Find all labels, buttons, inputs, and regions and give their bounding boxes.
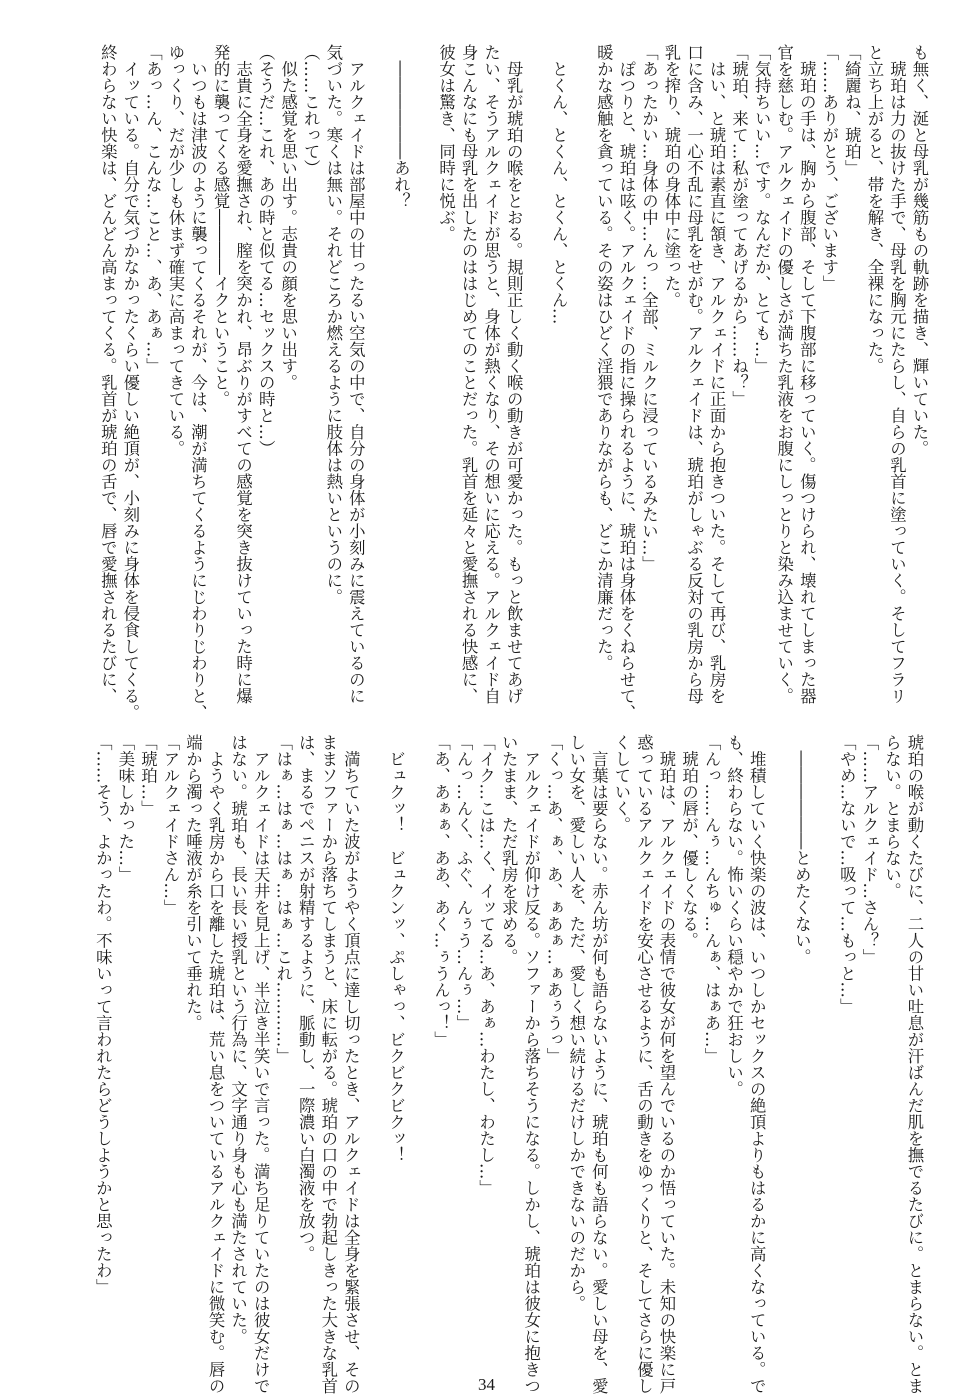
blank-line — [366, 44, 389, 674]
text-line: と立ち上がると、帯を解き、全裸になった。 — [864, 44, 884, 374]
text-line: 琥珀は力の抜けた手で、母乳を胸元にたらし、自らの乳首に塗っていく。そしてフラリ — [887, 44, 907, 704]
text-line: ゆっくり、だが少しも休まず確実に高まってきている。 — [165, 44, 185, 457]
text-line: 「美味しかった…」 — [115, 734, 135, 883]
text-line: はい、と琥珀は素直に頷き、アルクェイドに正面から抱きついた。そして再び、乳房を — [707, 44, 727, 704]
page-number: 34 — [478, 1375, 495, 1394]
blank-line — [767, 734, 790, 1364]
text-line: らない。とまらない。 — [882, 734, 902, 899]
text-line: 「イク…こは…く、イッてる…あ、あぁ…わたし、わたし…」 — [476, 734, 496, 1196]
text-line: 惑っているアルクェイドを安心させるように、舌の動きをゆっくりと、そしてさらに優し — [634, 734, 654, 1394]
text-line: も無く、涎と母乳が幾筋もの軌跡を描き、輝いていた。 — [910, 44, 929, 457]
text-line: 琥珀は、アルクェイドの表情で彼女が何を望んでいるのか悟っていた。未知の快楽に戸 — [656, 734, 676, 1394]
blank-line — [411, 44, 434, 674]
text-line: 「アルクェイドさん…」 — [160, 734, 180, 916]
text-line: ままソファーから落ちてしまうと、床に転がる。琥珀の口の中で勃起しきった大きな乳首 — [318, 734, 338, 1394]
text-line: 官を慈しむ。アルクェイドの優しさが満ちた乳液をお腹にしっとりと染み込ませていく。 — [774, 44, 794, 704]
text-line: 身こんなにも母乳を出したのははじめてのことだった。乳首を延々と愛撫される快感に、 — [459, 44, 479, 704]
text-line: 彼女は驚き、同時に悦ぶ。 — [436, 44, 456, 242]
text-line: アルクェイドは天井を見上げ、半泣き半笑いで言った。満ち足りていたのは彼女だけで — [251, 734, 271, 1394]
text-line: 満ちていた波がようやく頂点に達し切ったとき、アルクェイドは全身を緊張させ、その — [341, 734, 361, 1394]
text-line: 「……ありがとう、ございます」 — [819, 44, 839, 292]
text-line: 「……アルクェイド…さん？」 — [859, 734, 879, 965]
text-line: 似た感覚を思い出す。志貴の顔を思い出す。 — [278, 44, 298, 391]
text-line: 琥珀の手は、胸から腹部、そして下腹部に移っていく。傷つけられ、壊れてしまった器 — [797, 44, 817, 704]
text-line: 「あったかい…身体の中…んっ…全部、ミルクに浸っているみたい…」 — [639, 44, 659, 572]
text-line: も、終わらない。怖いくらい穏やかで狂おしい。 — [724, 734, 744, 1097]
text-line: （そうだ…これ、あの時と似てる…セックスの時と…） — [256, 44, 276, 457]
text-line: はない。琥珀も、長い長い授乳という行為に、文字通り身も心も満たされていた。 — [228, 734, 248, 1345]
text-line: 乳を搾り、琥珀の身体中に塗った。 — [661, 44, 681, 308]
text-line: ――――――とめたくない。 — [792, 734, 812, 965]
text-line: ようやく乳房から口を離した琥珀は、荒い息をついているアルクェイドに微笑む。唇の — [206, 734, 226, 1394]
text-line: しい女を、愛しい人を、ただ、愛しく想い続けるだけしかできないのだから。 — [566, 734, 586, 1312]
text-line: とくん、とくん、とくん、とくん… — [549, 44, 569, 325]
text-line: 終わらない快楽は、どんどん高まってくる。乳首が琥珀の舌で、唇で愛撫されるたびに、 — [98, 44, 118, 704]
text-line: 「くっ…あ、ぁ、あ、ぁあぁ…ぁあぅうっ」 — [544, 734, 564, 1064]
text-line: 「あっ…ん、こんな…こと…、あ、あぁ…」 — [143, 44, 163, 374]
text-line: 口に含み、一心不乱に母乳をせがむ。アルクェイドは、琥珀がしゃぶる反対の乳房から母 — [684, 44, 704, 704]
text-line: 「琥珀、来て…私が塗ってあげるから……ね？」 — [729, 44, 749, 407]
text-line: ぽつりと、琥珀は呟く。アルクェイドの指に操られるように、琥珀は身体をくねらせて、 — [616, 44, 636, 721]
blank-line — [406, 734, 429, 1364]
text-line: くしていく。 — [611, 734, 631, 833]
text-line: 発的に襲ってくる感覚――――イクということ。 — [211, 44, 231, 407]
text-line: 堆積していく快楽の波は、いつしかセックスの絶頂よりもはるかに高くなっている。で — [747, 734, 767, 1394]
text-line: ビュクッ！ ビュクンッ、ぷしゃっ、ビクビクビクッ！ — [386, 734, 406, 1163]
text-block-top — [96, 44, 930, 721]
text-line: たい、そうアルクェイドが思うと、身体が熱くなり、その想いに応える。アルクェイド自 — [481, 44, 501, 704]
blank-line — [812, 734, 835, 1364]
text-line: 母乳が琥珀の喉をとおる。規則正しく動く喉の動きが可愛かった。もっと飲ませてあげ — [504, 44, 524, 704]
text-line: アルクェイドは部屋中の甘ったるい空気の中で、自分の身体が小刻みに震えているのに — [346, 44, 366, 704]
blank-line — [569, 44, 592, 674]
blank-line — [361, 734, 384, 1364]
text-line: 端から濁った唾液が糸を引いて垂れた。 — [183, 734, 203, 1031]
text-line: （……これって） — [301, 44, 321, 176]
text-line: 「あ、あぁぁ、ああ、あく…ぅうんっ！」 — [431, 734, 451, 1048]
text-line: 琥珀の唇が、優しくなる。 — [679, 734, 699, 949]
text-line: 「んっ……んぅ…んちゅ…んぁ、はぁあ…」 — [702, 734, 722, 1064]
text-line: 暖かな感触を貪っている。その姿はひどく淫猥でありながらも、どこか清廉だった。 — [594, 44, 614, 671]
text-line: 「綺麗ね、琥珀」 — [842, 44, 862, 176]
text-line: 志貴に全身を愛撫され、膣を突かれ、昂ぶりがすべての感覚を突き抜けていった時に爆 — [233, 44, 253, 704]
text-line: いつもは津波のように襲ってくるそれが、今は、潮が満ちてくるようにじわりじわりと、 — [188, 44, 208, 721]
text-line: 「んっ…んく、ふぐ、んぅう…んぅ…」 — [454, 734, 474, 1031]
text-line: 「琥珀…」 — [138, 734, 158, 817]
text-line: 「……そう、よかったわ。不味いって言われたらどうしようかと思ったわ」 — [93, 734, 113, 1295]
text-line: いたまま、ただ乳房を求める。 — [499, 734, 519, 965]
text-line: は、まるでペニスが射精するように、脈動し、一際濃い白濁液を放つ。 — [296, 734, 316, 1262]
text-line: 言葉は要らない。赤ん坊が何も語らないように、琥珀も何も語らない。愛しい母を、愛 — [589, 734, 609, 1394]
text-line: 気づいた。寒くは無い。それどころか燃えるように肢体は熱いというのに。 — [323, 44, 343, 605]
text-line: 「やめ…ないで…吸って…もっと…」 — [837, 734, 857, 1015]
text-line: アルクェイドが仰け反る。ソファーから落ちそうになる。しかし、琥珀は彼女に抱きつ — [521, 734, 541, 1394]
text-line: 「はぁ…はぁ…はぁ…はぁ…これ…………」 — [273, 734, 293, 1064]
text-line: 「気持ちいい…です。なんだか、とても…」 — [752, 44, 772, 374]
text-line: ――――――あれ？ — [391, 44, 411, 209]
text-line: イッている。自分で気づかなかったくらい優しい絶頂が、小刻みに身体を侵食してくる。 — [120, 44, 140, 721]
text-line: 琥珀の喉が動くたびに、二人の甘い吐息が汗ばんだ肌を撫でるたびに。とまらない。とま — [905, 734, 924, 1394]
blank-line — [524, 44, 547, 674]
